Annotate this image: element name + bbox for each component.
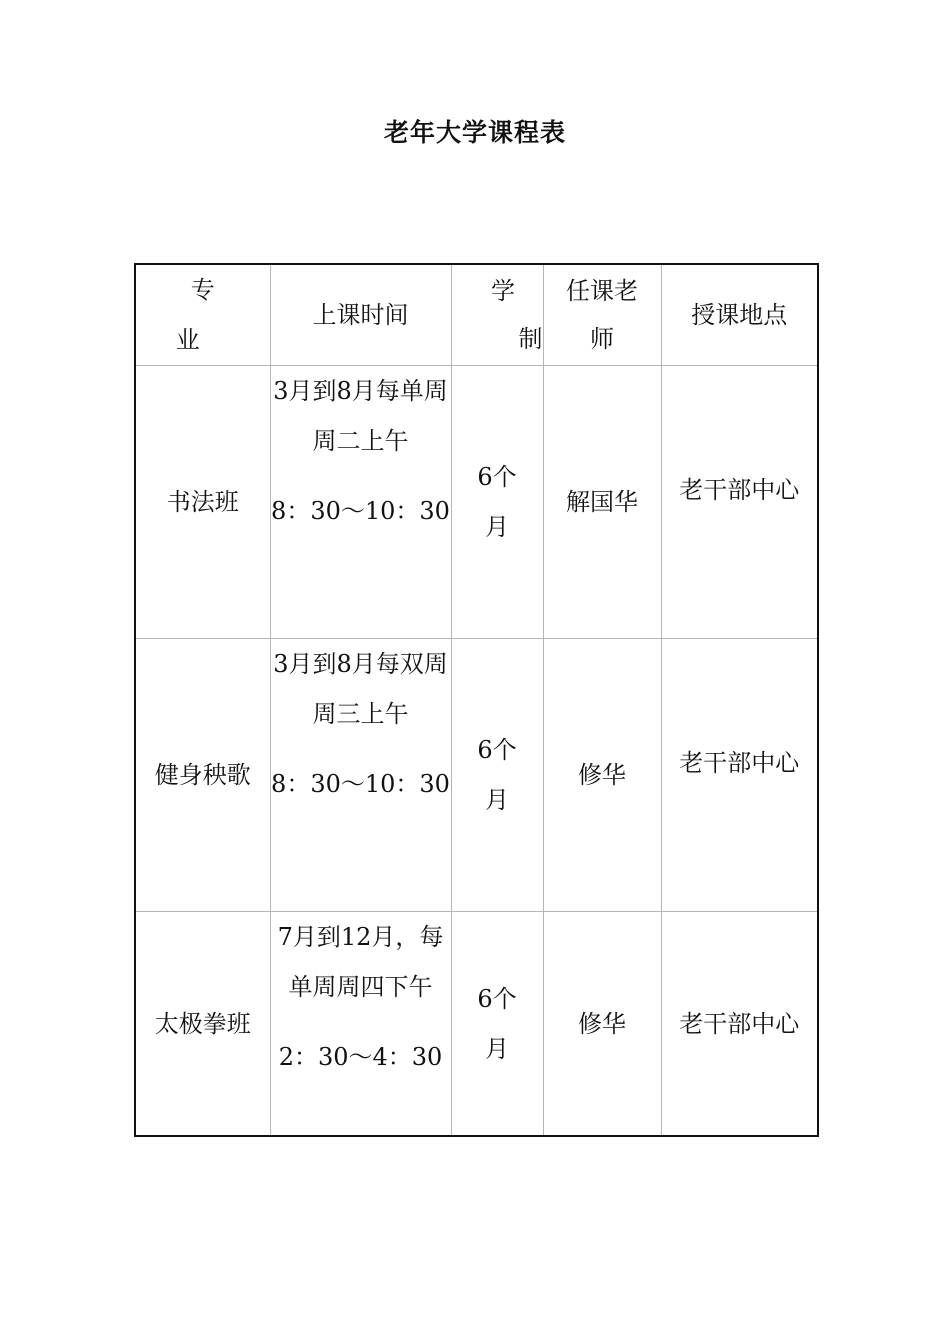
- cell-duration: [451, 366, 543, 639]
- location-value: 老干部中心: [679, 476, 800, 505]
- time-range: 2：30～4：30: [278, 1043, 443, 1072]
- header-location-label: 授课地点: [691, 301, 788, 330]
- cell-time: [270, 639, 451, 912]
- header-teacher: [543, 264, 661, 366]
- time-description: 7月到12月，每单周周四下午: [277, 923, 444, 1002]
- cell-location: [661, 912, 818, 1136]
- cell-time: [270, 366, 451, 639]
- cell-location: [661, 366, 818, 639]
- cell-major: 书法班: [135, 366, 270, 639]
- table-row: [135, 639, 818, 912]
- location-value: 老干部中心: [679, 1009, 800, 1038]
- header-major: [135, 264, 270, 366]
- table-header-row: [135, 264, 818, 366]
- cell-major: 太极拳班: [135, 912, 270, 1136]
- table-row: [135, 366, 818, 639]
- time-description: 3月到8月每单周周二上午: [273, 377, 448, 456]
- cell-major: 健身秧歌: [135, 639, 270, 912]
- header-duration-line2: 制: [518, 325, 543, 354]
- location-value: 老干部中心: [679, 749, 800, 778]
- header-time-label: 上课时间: [312, 301, 409, 330]
- course-schedule-table: [134, 263, 819, 1137]
- header-teacher-line1: 任课老: [566, 277, 638, 306]
- header-time: [270, 264, 451, 366]
- header-duration: [451, 264, 543, 366]
- cell-teacher: 修华: [543, 912, 661, 1136]
- duration-value: 6个月: [477, 463, 517, 542]
- cell-teacher: 解国华: [543, 366, 661, 639]
- cell-duration: [451, 639, 543, 912]
- cell-location: [661, 639, 818, 912]
- cell-time: [270, 912, 451, 1136]
- header-teacher-line2: 师: [590, 325, 614, 354]
- page-title: 老年大学课程表: [383, 118, 566, 147]
- header-major-label: 专业: [175, 276, 245, 355]
- table-row: [135, 912, 818, 1136]
- time-range: 8：30～10：30: [271, 770, 450, 799]
- cell-duration: [451, 912, 543, 1136]
- duration-value: 6个月: [477, 736, 517, 815]
- cell-teacher: 修华: [543, 639, 661, 912]
- duration-value: 6个月: [477, 984, 517, 1063]
- header-location: [661, 264, 818, 366]
- header-duration-line1: 学: [491, 277, 515, 306]
- time-description: 3月到8月每双周周三上午: [273, 650, 448, 729]
- time-range: 8：30～10：30: [271, 497, 450, 526]
